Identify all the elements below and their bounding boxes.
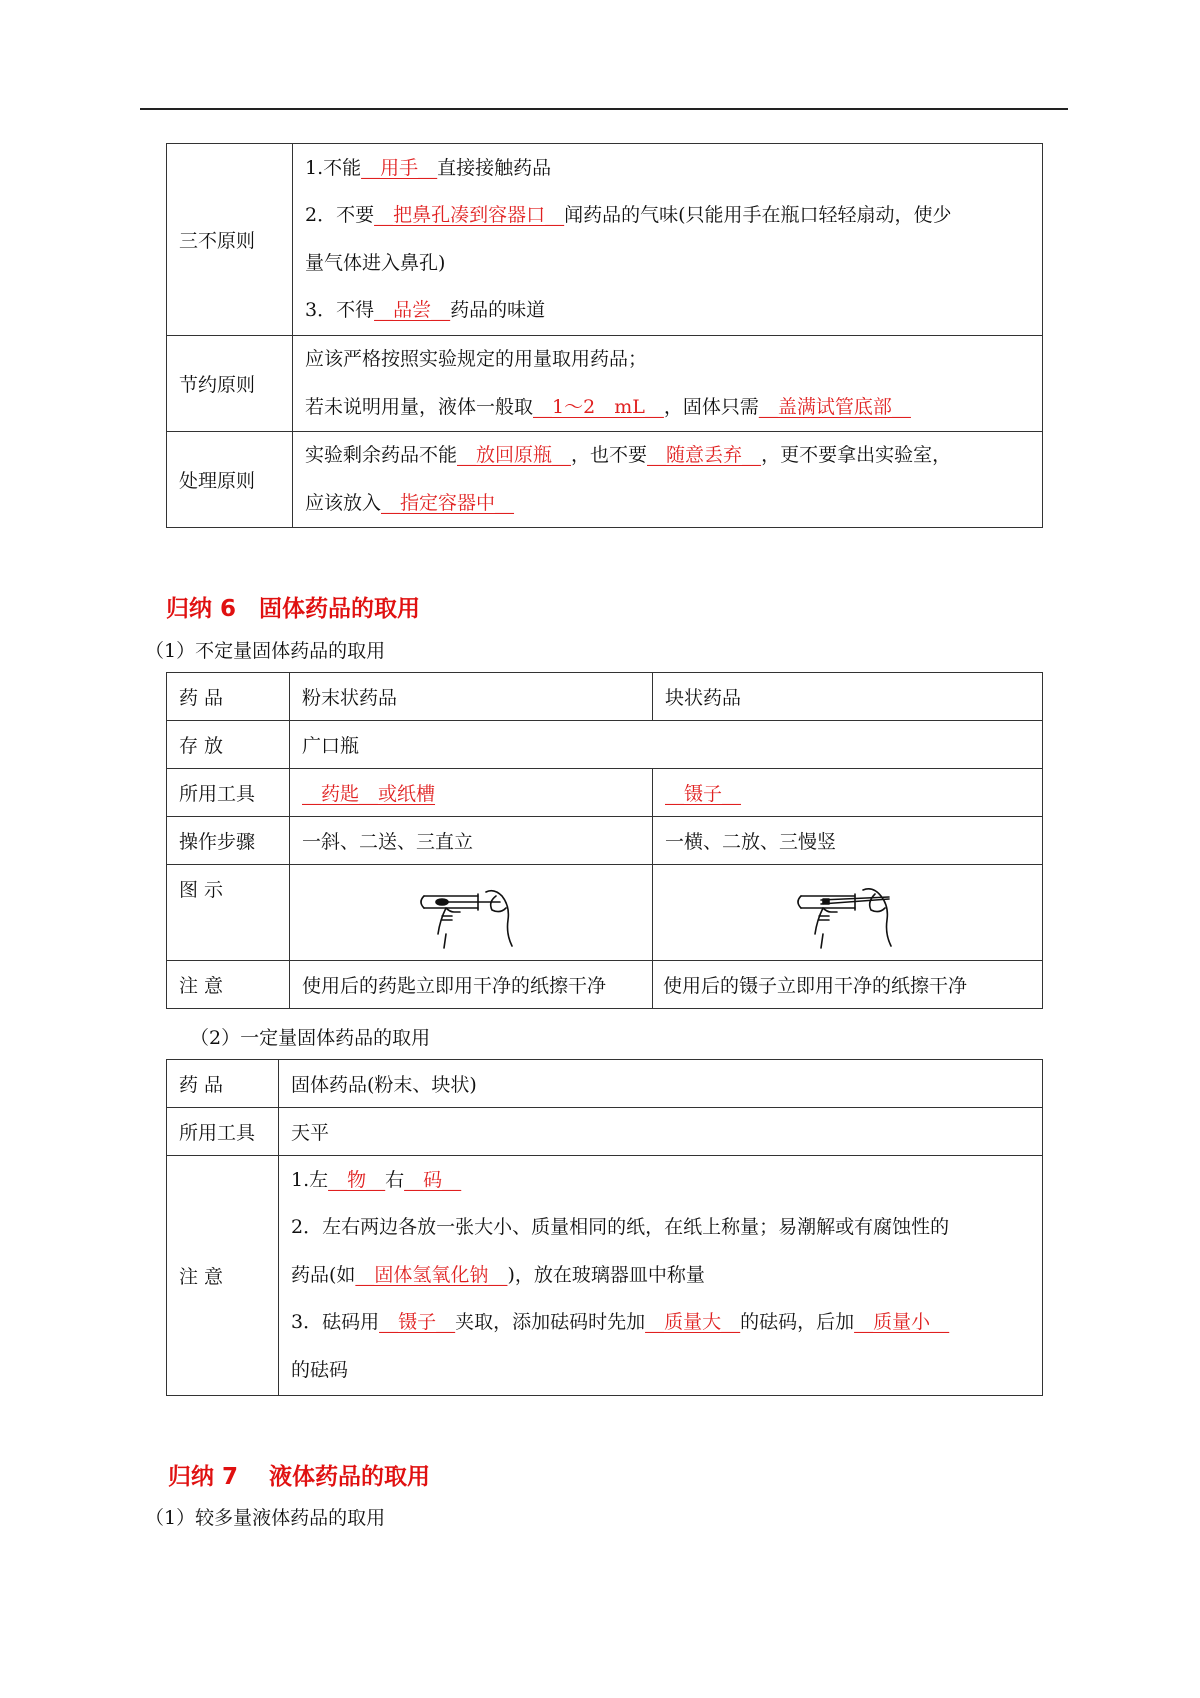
answer-blank: __把鼻孔凑到容器口__	[374, 204, 565, 226]
table-row	[167, 673, 1043, 721]
cell-block: 块状药品	[653, 673, 1043, 721]
cell-powder: 粉末状药品	[290, 673, 653, 721]
table-row	[167, 432, 1043, 528]
cell-block: 使用后的镊子立即用干净的纸擦干净	[653, 961, 1043, 1009]
row-label: 注 意	[167, 1156, 279, 1396]
text-line: 应该放入__指定容器中__	[305, 491, 515, 514]
row-label: 节约原则	[167, 336, 293, 432]
row-label: 所用工具	[167, 1108, 279, 1156]
subsection-title: （1）不定量固体药品的取用	[145, 640, 386, 662]
section-heading: 归纳 7 液体药品的取用	[168, 1464, 431, 1490]
text-line: 3．不得__品尝__药品的味道	[305, 299, 546, 321]
cell-block	[653, 769, 1043, 817]
table-row	[167, 336, 1043, 432]
subsection-title: （1）较多量液体药品的取用	[145, 1507, 386, 1529]
cell-powder: 使用后的药匙立即用干净的纸擦干净	[290, 961, 653, 1009]
cell-powder-figure	[290, 865, 653, 961]
row-label: 处理原则	[167, 432, 293, 528]
text-line: 药品(如__固体氢氧化钠__)，放在玻璃器皿中称量	[291, 1263, 705, 1286]
text-line: 实验剩余药品不能__放回原瓶__，也不要__随意丢弃__，更不要拿出实验室，	[305, 444, 952, 466]
table-row	[167, 865, 1043, 961]
answer-blank: __1～2 mL__	[533, 395, 664, 418]
row-content: 固体药品(粉末、块状)	[279, 1060, 1043, 1108]
cell-block-figure	[653, 865, 1043, 961]
row-label: 注 意	[167, 961, 290, 1009]
text-line: 量气体进入鼻孔)	[305, 251, 446, 274]
row-content	[293, 432, 1043, 528]
answer-blank: __码__	[404, 1168, 462, 1191]
row-label: 三不原则	[167, 144, 293, 336]
table-row	[167, 1108, 1043, 1156]
answer-blank: __盖满试管底部__	[758, 395, 911, 418]
table-row	[167, 721, 1043, 769]
section-heading: 归纳 6 固体药品的取用	[166, 596, 421, 622]
text-line: 的砝码	[291, 1358, 349, 1381]
table-row	[167, 144, 1043, 336]
row-label: 图 示	[167, 865, 290, 961]
answer-blank: 或纸槽	[378, 783, 436, 805]
answer-blank: __镊子__	[665, 783, 742, 805]
row-label: 存 放	[167, 721, 290, 769]
cell-powder: 一斜、二送、三直立	[290, 817, 653, 865]
text-line: 1.不能__用手__直接接触药品	[305, 156, 552, 179]
header-rule	[140, 108, 1068, 110]
answer-blank: __质量大__	[645, 1311, 741, 1334]
row-label: 操作步骤	[167, 817, 290, 865]
row-content: 天平	[279, 1108, 1043, 1156]
cell-powder	[290, 769, 653, 817]
cell-block: 一横、二放、三慢竖	[653, 817, 1043, 865]
table-row	[167, 769, 1043, 817]
text-line: 2．左右两边各放一张大小、质量相同的纸，在纸上称量；易潮解或有腐蚀性的	[291, 1216, 950, 1239]
row-label: 药 品	[167, 673, 290, 721]
solid-reagent-table	[166, 672, 1043, 1009]
table-row	[167, 961, 1043, 1009]
answer-blank: __质量小__	[854, 1311, 950, 1334]
text-line: 3．砝码用__镊子__夹取，添加砝码时先加__质量大__的砝码，后加__质量小__	[291, 1311, 950, 1334]
text-line: 1.左__物__右__码__	[291, 1168, 462, 1191]
answer-blank: __指定容器中__	[381, 491, 515, 514]
answer-blank: __用手__	[361, 156, 438, 179]
answer-blank: __药匙__	[302, 783, 379, 805]
answer-blank: __随意丢弃__	[647, 444, 762, 466]
text-line: 应该严格按照实验规定的用量取用药品；	[305, 348, 648, 370]
row-label: 药 品	[167, 1060, 279, 1108]
text-line: 若未说明用量，液体一般取__1～2 mL__，固体只需__盖满试管底部__	[305, 395, 911, 418]
subsection-title: （2）一定量固体药品的取用	[190, 1027, 431, 1049]
principles-table	[166, 143, 1043, 528]
row-content	[293, 144, 1043, 336]
answer-blank: __放回原瓶__	[457, 444, 572, 466]
tweezers-in-tube-illustration	[793, 882, 903, 952]
row-content	[293, 336, 1043, 432]
row-content	[279, 1156, 1043, 1396]
answer-blank: __镊子__	[379, 1311, 456, 1334]
answer-blank: __固体氢氧化钠__	[355, 1263, 508, 1286]
row-label: 所用工具	[167, 769, 290, 817]
text-line: 2．不要__把鼻孔凑到容器口__闻药品的气味(只能用手在瓶口轻轻扇动，使少	[305, 204, 952, 226]
answer-blank: __物__	[328, 1168, 386, 1191]
cell-storage: 广口瓶	[290, 721, 1043, 769]
table-row	[167, 1060, 1043, 1108]
weighed-solid-table	[166, 1059, 1043, 1396]
spoon-in-tube-illustration	[416, 882, 526, 952]
table-row	[167, 817, 1043, 865]
answer-blank: __品尝__	[374, 299, 451, 321]
table-row	[167, 1156, 1043, 1396]
